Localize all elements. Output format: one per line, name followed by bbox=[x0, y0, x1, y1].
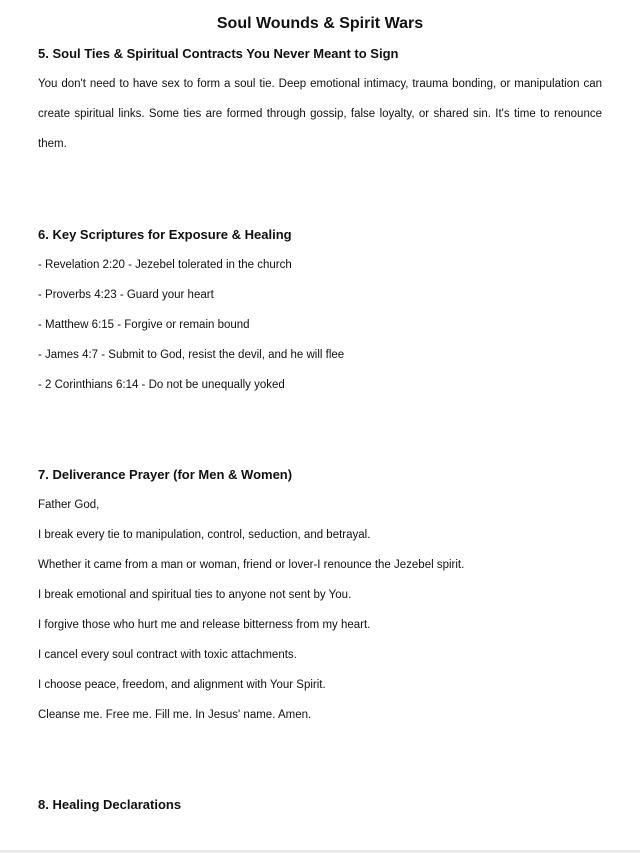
scripture-item: - 2 Corinthians 6:14 - Do not be unequally yoked bbox=[38, 379, 285, 391]
section-5-paragraph bbox=[38, 69, 602, 159]
paragraph-line: create spiritual links. Some ties are formed through gossip, false loyalty, or shared sin. It's time to renounce bbox=[38, 108, 602, 120]
scripture-item: - Revelation 2:20 - Jezebel tolerated in the church bbox=[38, 259, 292, 271]
section-6-heading: 6. Key Scriptures for Exposure & Healing bbox=[38, 227, 292, 242]
document-title: Soul Wounds & Spirit Wars bbox=[216, 15, 424, 32]
prayer-line: Cleanse me. Free me. Fill me. In Jesus' name. Amen. bbox=[38, 709, 312, 721]
section-5-heading: 5. Soul Ties & Spiritual Contracts You Never Meant to Sign bbox=[38, 46, 399, 61]
prayer-line: I break every tie to manipulation, control, seduction, and betrayal. bbox=[38, 529, 371, 541]
prayer-line: I cancel every soul contract with toxic attachments. bbox=[38, 649, 297, 661]
paragraph-line: You don't need to have sex to form a soul tie. Deep emotional intimacy, trauma bonding, or manipulation can bbox=[38, 78, 602, 90]
scripture-item: - Matthew 6:15 - Forgive or remain bound bbox=[38, 319, 250, 331]
scripture-item: - James 4:7 - Submit to God, resist the devil, and he will flee bbox=[38, 349, 345, 361]
scripture-item: - Proverbs 4:23 - Guard your heart bbox=[38, 289, 214, 301]
prayer-line: I choose peace, freedom, and alignment with Your Spirit. bbox=[38, 679, 326, 691]
section-8-heading: 8. Healing Declarations bbox=[38, 797, 182, 812]
section-7-heading: 7. Deliverance Prayer (for Men & Women) bbox=[38, 467, 293, 482]
prayer-line: I forgive those who hurt me and release bitterness from my heart. bbox=[38, 619, 371, 631]
prayer-line: Whether it came from a man or woman, friend or lover-I renounce the Jezebel spirit. bbox=[38, 559, 465, 571]
prayer-line: I break emotional and spiritual ties to anyone not sent by You. bbox=[38, 589, 352, 601]
paragraph-line: them. bbox=[38, 138, 67, 150]
prayer-line: Father God, bbox=[38, 499, 100, 511]
